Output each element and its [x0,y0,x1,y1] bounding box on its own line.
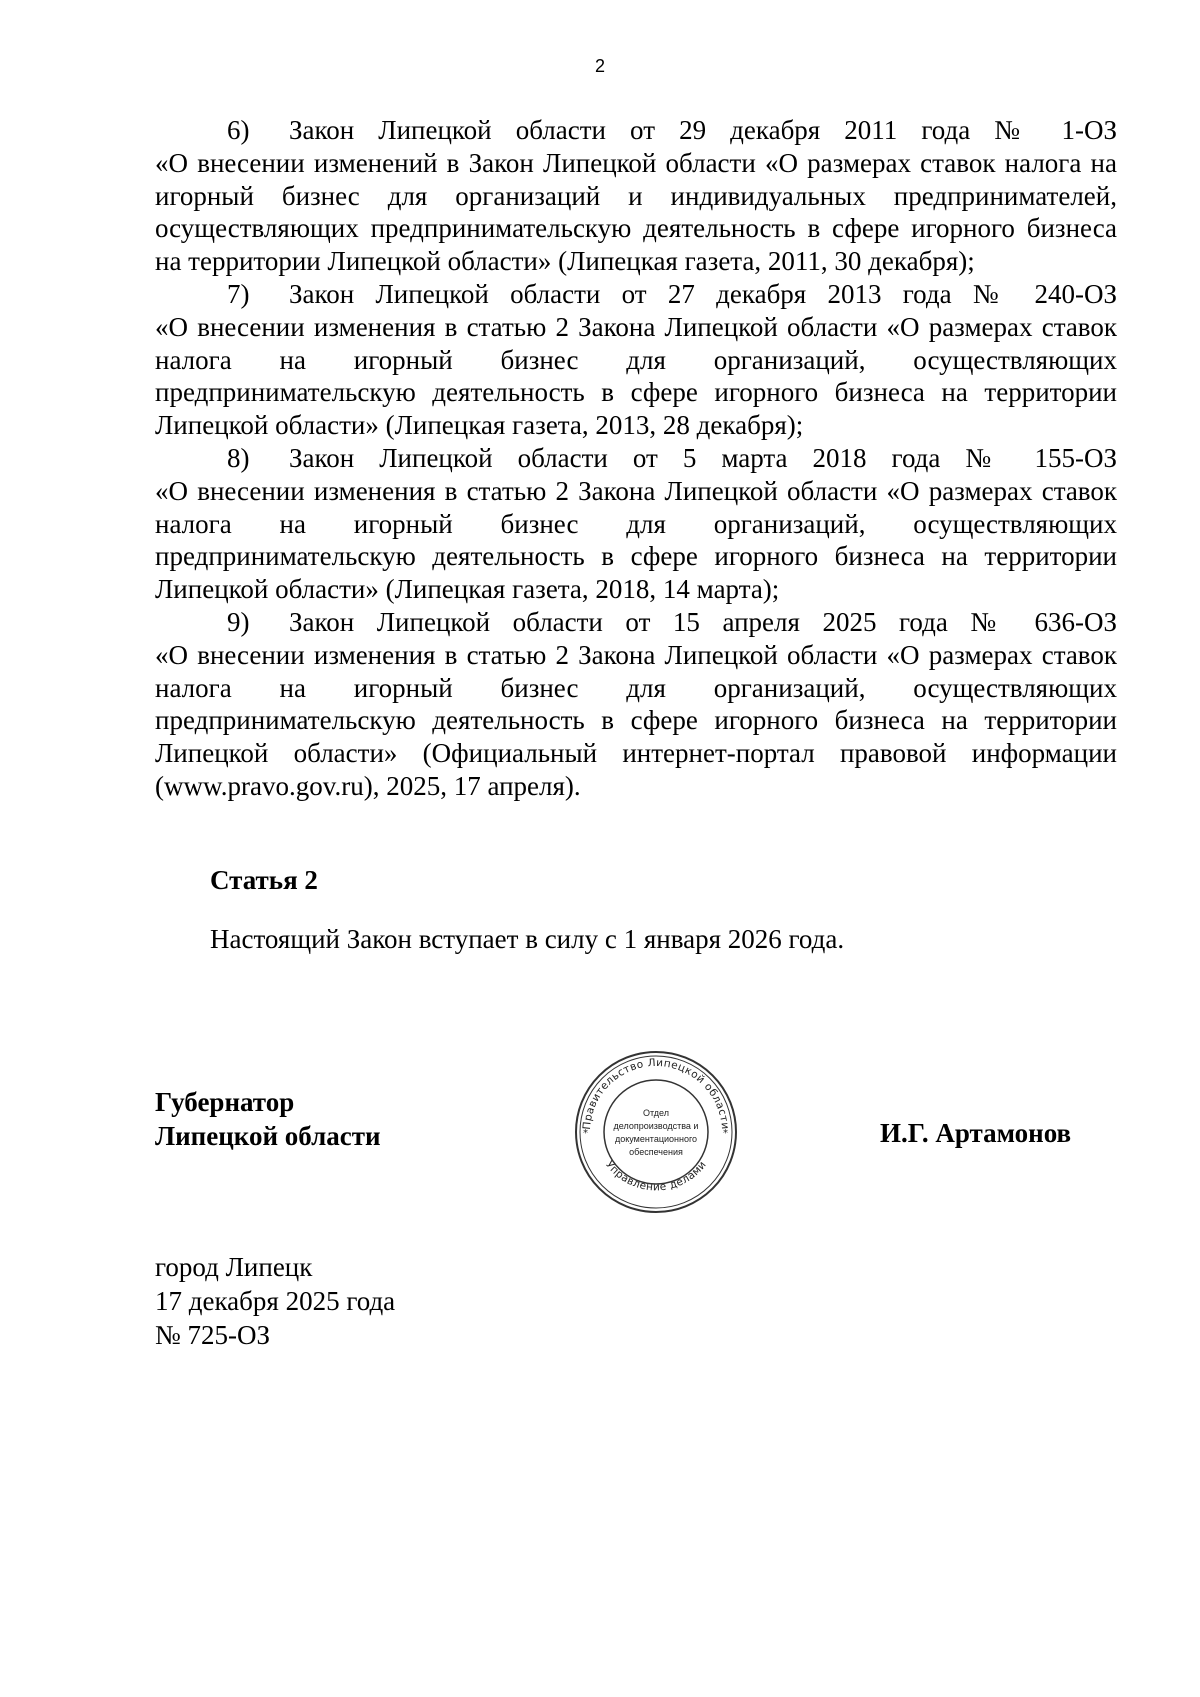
item-text: «О внесении изменения в статью 2 Закона Липецкой области «О размерах ставок налога на игорный бизнес для организаций, осуществляющих предпринимательскую деятельность в сфере игорного бизнеса на территории Липецкой области» (Липецкая газета, 2018, 14 марта); [155,475,1117,605]
city: город Липецк [155,1252,313,1282]
item-first-line: Закон Липецкой области от 15 апреля 2025 года № 636-ОЗ [289,606,1117,637]
svg-text:Правительство Липецкой области [581,1057,731,1130]
law-list [155,114,1117,803]
article-title: Статья 2 [210,865,318,895]
star-icon: * [723,1128,728,1139]
official-stamp [572,1048,740,1216]
list-item [155,114,1117,278]
stamp-outer-bottom: Управление делами [603,1158,709,1194]
list-item [155,606,1117,803]
list-item [155,442,1117,606]
position-line: Липецкой области [155,1121,381,1151]
stamp-inner-line: обеспечения [629,1147,683,1157]
item-text: «О внесении изменения в статью 2 Закона Липецкой области «О размерах ставок налога на игорный бизнес для организаций, осуществляющих предпринимательскую деятельность в сфере игорного бизнеса на территории Липецкой области» (Официальный интернет-портал правовой информации (www.pravo.gov.ru), 2025, 17 апреля). [155,639,1117,801]
stamp-inner-line: Отдел [642,1108,670,1118]
stamp-inner-line: делопроизводства и [613,1121,699,1131]
document-footer [155,1250,395,1352]
item-number: 7) [227,278,250,309]
law-number: № 725-ОЗ [155,1320,271,1350]
page-number: 2 [594,56,605,76]
item-first-line: Закон Липецкой области от 5 марта 2018 года № 155-ОЗ [289,442,1117,473]
item-first-line: Закон Липецкой области от 27 декабря 2013 года № 240-ОЗ [289,278,1117,309]
svg-text:Управление делами [603,1159,709,1194]
item-number: 6) [227,115,250,145]
item-text: «О внесении изменений в Закон Липецкой области «О размерах ставок налога на игорный бизнес для организаций и индивидуальных предпринимателей, осуществляющих предпринимательскую деятельность в сфере игорного бизнеса на территории Липецкой области» (Липецкая газета, 2011, 30 декабря); [155,147,1117,277]
item-number: 9) [227,606,250,637]
signatory-name: И.Г. Артамонов [880,1118,1072,1148]
date: 17 декабря 2025 года [155,1286,396,1316]
list-item [155,278,1117,442]
stamp-outer-top: Правительство Липецкой области [580,1056,732,1131]
article-text: Настоящий Закон вступает в силу с 1 января 2026 года. [210,924,845,954]
signatory-position [155,1085,381,1153]
item-number: 8) [227,442,250,473]
item-first-line: Закон Липецкой области от 29 декабря 2011 года № 1-ОЗ [289,115,1117,145]
stamp-inner-line: документационного [614,1134,698,1144]
position-line: Губернатор [155,1087,295,1117]
item-text: «О внесении изменения в статью 2 Закона Липецкой области «О размерах ставок налога на игорный бизнес для организаций, осуществляющих предпринимательскую деятельность в сфере игорного бизнеса на территории Липецкой области» (Липецкая газета, 2013, 28 декабря); [155,311,1117,441]
star-icon: * [583,1128,588,1139]
